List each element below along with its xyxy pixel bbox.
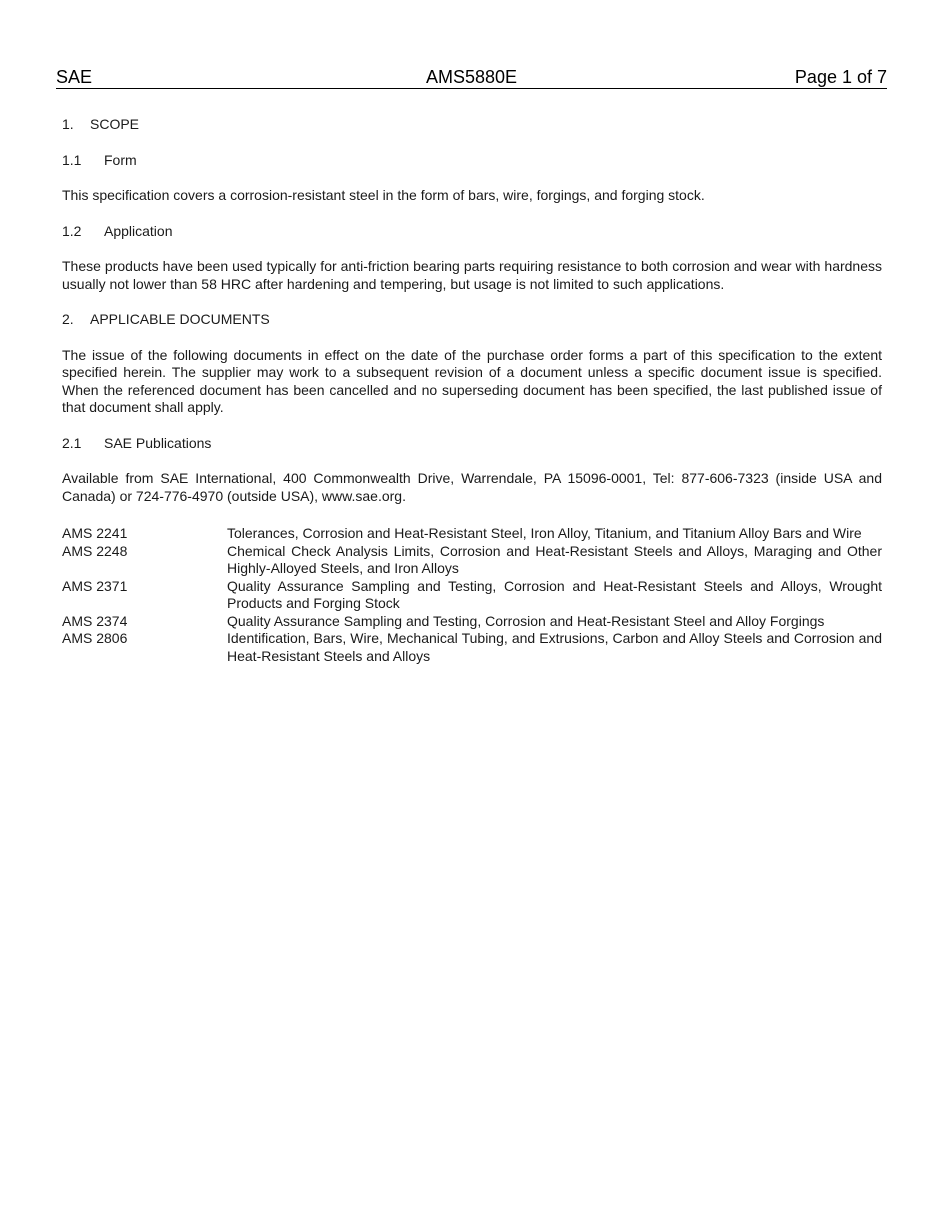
section-title: Form — [104, 151, 137, 168]
reference-title: Identification, Bars, Wire, Mechanical Tubing, and Extrusions, Carbon and Alloy Steels and Corrosion and Heat-Resistant Steels and Alloys — [227, 630, 882, 664]
section-form-heading — [62, 152, 882, 170]
reference-title: Tolerances, Corrosion and Heat-Resistant Steel, Iron Alloy, Titanium, and Titanium Alloy Bars and Wire — [227, 525, 862, 541]
header-organization: SAE — [56, 67, 93, 87]
section-applicable-documents-heading — [62, 311, 882, 329]
page-header — [56, 66, 887, 89]
reference-code: AMS 2371 — [62, 577, 128, 594]
section-title: Application — [104, 222, 173, 239]
sae-publications-paragraph: Available from SAE International, 400 Commonwealth Drive, Warrendale, PA 15096-0001, Tel: 877-606-7323 (inside USA and Canada) or 724-776-4970 (outside USA), www.sae.org. — [62, 470, 882, 504]
section-title: SAE Publications — [104, 434, 212, 451]
table-row — [62, 543, 882, 578]
reference-documents-table — [62, 525, 882, 665]
section-title: SCOPE — [90, 116, 140, 132]
header-document-number: AMS5880E — [425, 67, 518, 87]
section-title: APPLICABLE DOCUMENTS — [90, 311, 270, 327]
application-paragraph: These products have been used typically for anti-friction bearing parts requiring resistance to both corrosion and wear with hardness usually not lower than 58 HRC after hardening and tempering, but usage is not limited to such applications. — [62, 258, 882, 292]
section-scope-heading — [62, 116, 882, 134]
table-row — [62, 578, 882, 613]
document-body — [62, 116, 882, 665]
section-application-heading — [62, 223, 882, 241]
form-paragraph: This specification covers a corrosion-resistant steel in the form of bars, wire, forgings, and forging stock. — [62, 187, 705, 203]
reference-code: AMS 2806 — [62, 630, 128, 646]
reference-title: Quality Assurance Sampling and Testing, Corrosion and Heat-Resistant Steel and Alloy Forgings — [227, 612, 825, 629]
table-row — [62, 630, 882, 665]
table-row — [62, 613, 882, 631]
header-page-number: Page 1 of 7 — [794, 67, 887, 87]
reference-code: AMS 2374 — [62, 612, 128, 629]
applicable-documents-paragraph: The issue of the following documents in effect on the date of the purchase order forms a part of this specification to the extent specified herein. The supplier may work to a subsequent revision of a document unless a specific document issue is specified. When the referenced document has been cancelled and no superseding document has been specified, the last published issue of that document shall apply. — [62, 346, 882, 415]
reference-code: AMS 2248 — [62, 542, 128, 559]
reference-title: Chemical Check Analysis Limits, Corrosion and Heat-Resistant Steels and Alloys, Maraging and Other Highly-Alloyed Steels, and Iron Alloys — [227, 542, 882, 576]
section-number: 1.1 — [62, 151, 82, 168]
reference-title: Quality Assurance Sampling and Testing, Corrosion and Heat-Resistant Steels and Alloys, Wrought Products and Forging Stock — [227, 577, 882, 611]
table-row — [62, 525, 882, 543]
section-number: 1. — [62, 116, 74, 132]
reference-code: AMS 2241 — [62, 525, 128, 541]
section-number: 2.1 — [62, 434, 82, 451]
section-number: 1.2 — [62, 222, 82, 239]
section-sae-publications-heading — [62, 435, 882, 453]
section-number: 2. — [62, 311, 74, 327]
